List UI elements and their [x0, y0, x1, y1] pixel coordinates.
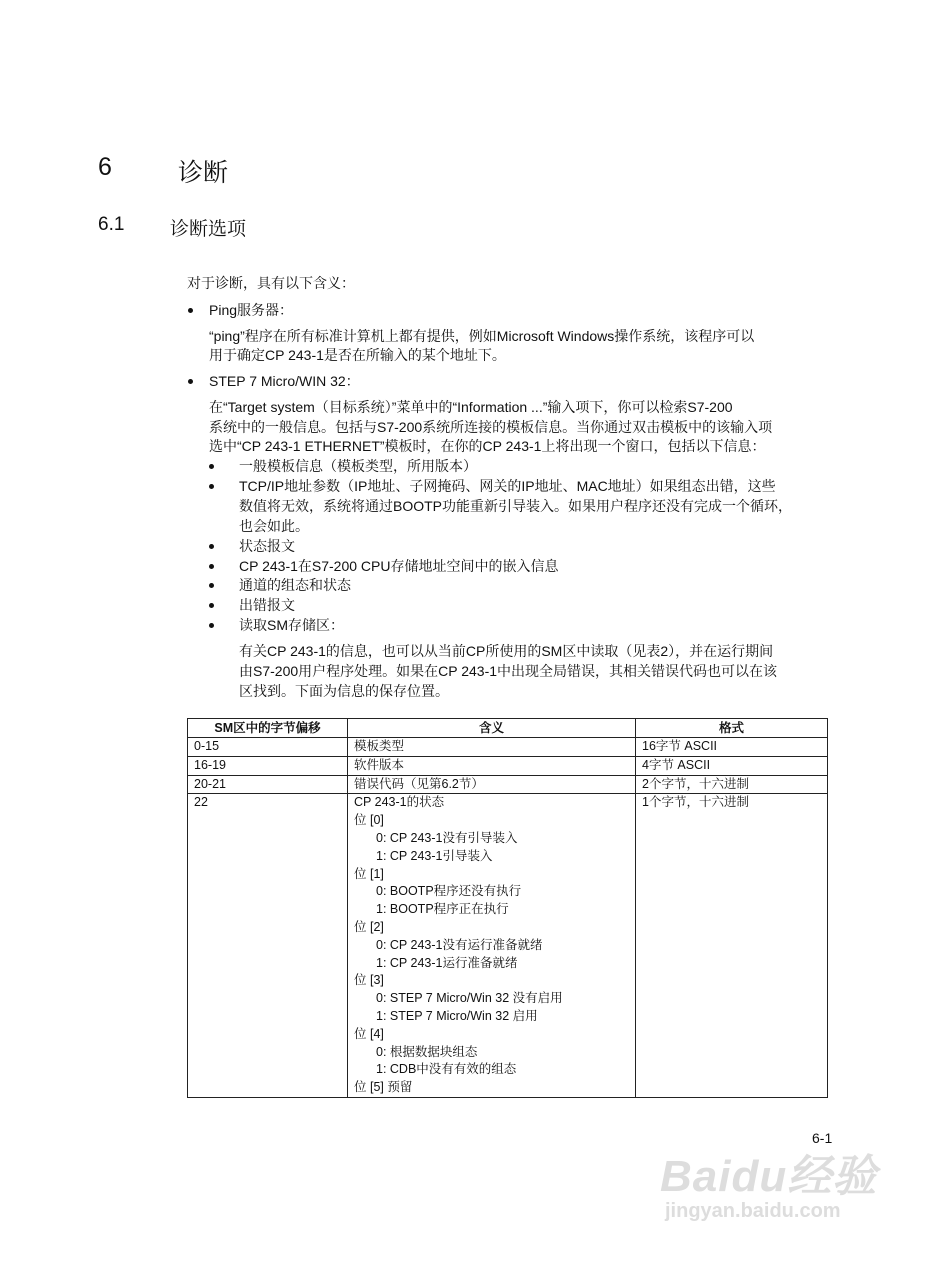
table-row	[188, 794, 828, 1098]
column-header: SM区中的字节偏移	[188, 719, 348, 738]
sub-bullet-text: 也会如此。	[239, 518, 309, 534]
sub-bullet-text: 读取SM存储区：	[239, 617, 344, 633]
status-bit-line: CP 243-1的状态	[354, 795, 445, 810]
bullet-text: 在“Target system（目标系统）”菜单中的“Information ...”输入项下，你可以检索S7-200	[209, 399, 733, 415]
baidu-jingyan-watermark	[660, 1140, 877, 1223]
offset-cell: 0-15	[188, 738, 348, 757]
sub-bullet-text: 一般模板信息（模板类型，所用版本）	[239, 458, 477, 474]
section-title: 诊断选项	[170, 219, 247, 240]
status-bit-line: 1: CDB中没有有效的组态	[376, 1062, 517, 1077]
offset-cell: 22	[188, 794, 348, 1098]
table-row	[188, 775, 828, 794]
meaning-cell: 软件版本	[348, 756, 636, 775]
table-header-row	[188, 719, 828, 738]
sub-bullet-text: CP 243-1在S7-200 CPU存储地址空间中的嵌入信息	[239, 558, 559, 574]
sm-paragraph-line: 由S7-200用户程序处理。如果在CP 243-1中出现全局错误，其相关错误代码也可以在该	[239, 663, 778, 679]
sub-bullet-icon	[209, 464, 214, 469]
offset-cell: 16-19	[188, 756, 348, 775]
sub-bullet-text: 状态报文	[239, 538, 295, 554]
status-bit-line: 0: BOOTP程序还没有执行	[376, 884, 522, 899]
status-bit-line: 0: 根据数据块组态	[376, 1044, 478, 1059]
sub-bullet-text: TCP/IP地址参数（IP地址、子网掩码、网关的IP地址、MAC地址）如果组态出错，这些	[239, 478, 776, 494]
status-bit-line: 1: CP 243-1运行准备就绪	[376, 955, 518, 970]
format-cell: 4字节 ASCII	[636, 756, 828, 775]
table-row	[188, 756, 828, 775]
meaning-cell	[348, 794, 636, 1098]
bullet-label: Ping服务器：	[209, 302, 294, 318]
table-row	[188, 738, 828, 757]
column-header: 含义	[348, 719, 636, 738]
bullet-label: STEP 7 Micro/WIN 32：	[209, 373, 360, 389]
status-bit-line: 位 [0]	[354, 813, 384, 828]
format-cell: 1个字节，十六进制	[636, 794, 828, 1098]
status-bit-line: 0: CP 243-1没有引导装入	[376, 830, 518, 845]
column-header: 格式	[636, 719, 828, 738]
status-bit-line: 位 [2]	[354, 919, 384, 934]
page-number: 6-1	[812, 1130, 833, 1146]
sub-bullet-icon	[209, 603, 214, 608]
status-bit-line: 位 [3]	[354, 973, 384, 988]
sub-bullet-text: 出错报文	[239, 597, 295, 613]
sub-bullet-text: 通道的组态和状态	[239, 577, 351, 593]
sub-bullet-icon	[209, 583, 214, 588]
sm-paragraph-line: 有关CP 243-1的信息，也可以从当前CP所使用的SM区中读取（见表2），并在运行期间	[239, 643, 774, 659]
sm-table	[187, 718, 828, 1098]
status-bit-line: 1: CP 243-1引导装入	[376, 848, 493, 863]
sub-bullet-icon	[209, 564, 214, 569]
status-bit-line: 0: STEP 7 Micro/Win 32 没有启用	[376, 991, 563, 1006]
format-cell: 2个字节，十六进制	[636, 775, 828, 794]
bullet-text: 用于确定CP 243-1是否在所输入的某个地址下。	[209, 347, 506, 363]
bullet-icon	[188, 379, 193, 384]
bullet-text: 选中“CP 243-1 ETHERNET”模板时，在你的CP 243-1上将出现一个窗口，包括以下信息：	[209, 438, 766, 454]
meaning-cell: 模板类型	[348, 738, 636, 757]
sm-paragraph-line: 区找到。下面为信息的保存位置。	[239, 683, 449, 699]
status-bit-line: 1: STEP 7 Micro/Win 32 启用	[376, 1008, 538, 1023]
chapter-title: 诊断	[178, 159, 229, 187]
status-bit-line: 0: CP 243-1没有运行准备就绪	[376, 937, 543, 952]
sub-bullet-icon	[209, 484, 214, 489]
watermark-url: jingyan.baidu.com	[665, 1200, 841, 1222]
sub-bullet-icon	[209, 623, 214, 628]
status-bit-line: 1: BOOTP程序正在执行	[376, 902, 509, 917]
bullet-text: 系统中的一般信息。包括与S7-200系统所连接的模板信息。当你通过双击模板中的该输入项	[209, 419, 773, 435]
status-bit-line: 位 [5] 预留	[354, 1080, 413, 1095]
status-bit-line: 位 [4]	[354, 1026, 384, 1041]
chapter-number: 6	[98, 153, 112, 181]
section-number: 6.1	[98, 214, 125, 235]
bullet-text: “ping”程序在所有标准计算机上都有提供，例如Microsoft Windows操作系统，该程序可以	[209, 328, 755, 344]
watermark-logo: Baidu经验	[660, 1152, 878, 1201]
intro-text: 对于诊断，具有以下含义：	[187, 275, 355, 291]
sub-bullet-icon	[209, 544, 214, 549]
status-bit-line: 位 [1]	[354, 866, 384, 881]
sub-bullet-text: 数值将无效，系统将通过BOOTP功能重新引导装入。如果用户程序还没有完成一个循环，	[239, 498, 793, 514]
meaning-cell: 错误代码（见第6.2节）	[348, 775, 636, 794]
bullet-icon	[188, 308, 193, 313]
format-cell: 16字节 ASCII	[636, 738, 828, 757]
offset-cell: 20-21	[188, 775, 348, 794]
